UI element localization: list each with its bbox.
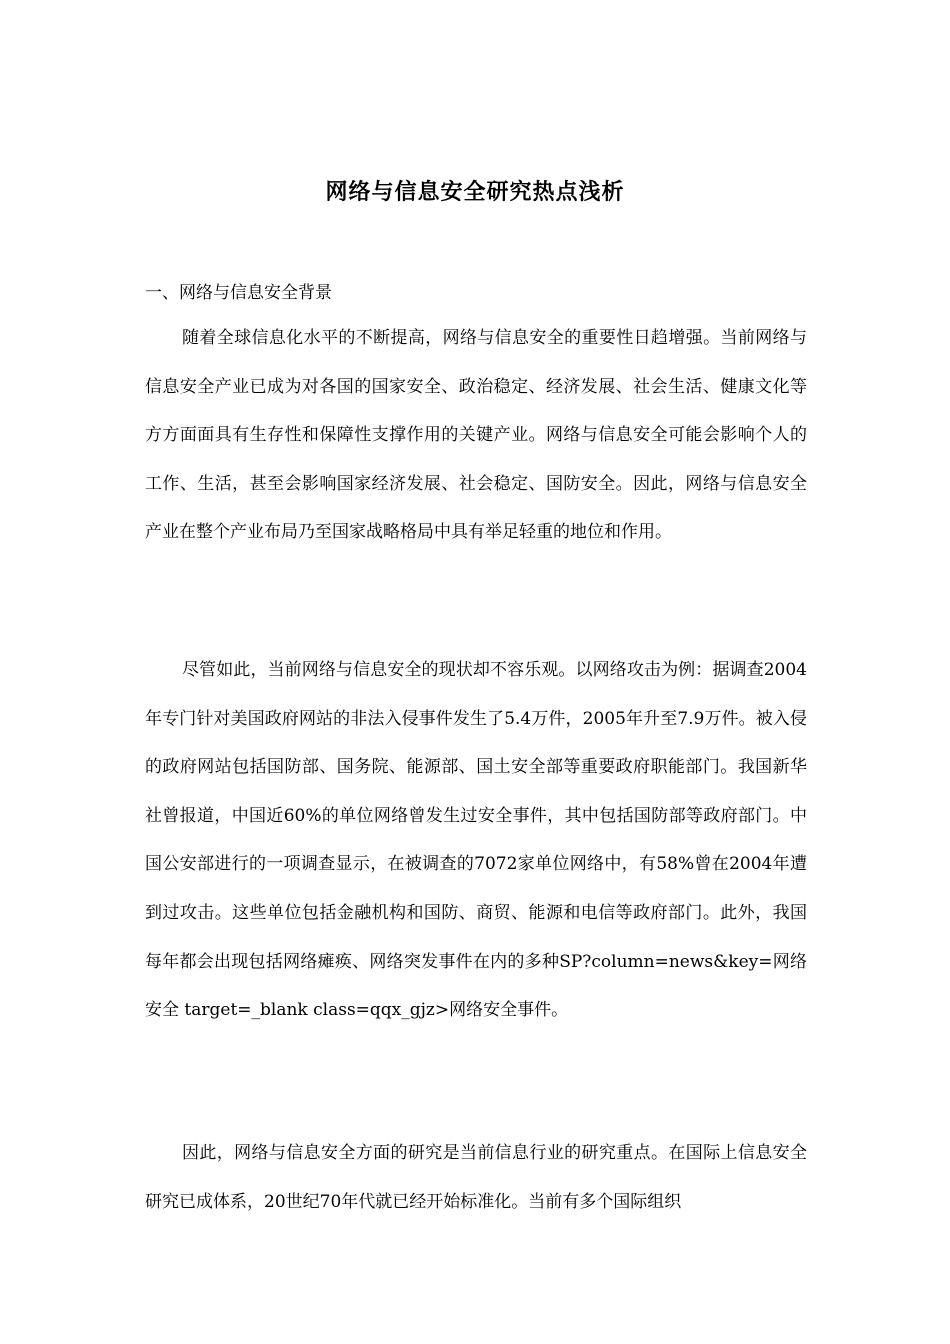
document-title: 网络与信息安全研究热点浅析: [325, 179, 625, 205]
paragraph: 因此，网络与信息安全方面的研究是当前信息行业的研究重点。在国际上信息安全研究已成体系，20世纪70年代就已经开始标准化。当前有多个国际组织: [145, 1143, 807, 1212]
paragraph: 随着全球信息化水平的不断提高，网络与信息安全的重要性日趋增强。当前网络与信息安全产业已成为对各国的国家安全、政治稳定、经济发展、社会生活、健康文化等方方面面具有生存性和保障性支撑作用的关键产业。网络与信息安全可能会影响个人的工作、生活，甚至会影响国家经济发展、社会稳定、国防安全。因此，网络与信息安全产业在整个产业布局乃至国家战略格局中具有举足轻重的地位和作用。: [145, 328, 807, 543]
paragraph: 尽管如此，当前网络与信息安全的现状却不容乐观。以网络攻击为例：据调查2004年专门针对美国政府网站的非法入侵事件发生了5.4万件，2005年升至7.9万件。被入侵的政府网站包括国防部、国务院、能源部、国土安全部等重要政府职能部门。我国新华社曾报道，中国近60%的单位网络曾发生过安全事件，其中包括国防部等政府部门。中国公安部进行的一项调查显示，在被调查的7072家单位网络中，有58%曾在2004年遭到过攻击。这些单位包括金融机构和国防、商贸、能源和电信等政府部门。此外，我国每年都会出现包括网络瘫痪、网络突发事件在内的多种SP?column=news&key=网络安全 target=_blank class=qqx_gjz>网络安全事件。: [145, 660, 807, 1021]
section-heading: 一、网络与信息安全背景: [145, 283, 332, 303]
